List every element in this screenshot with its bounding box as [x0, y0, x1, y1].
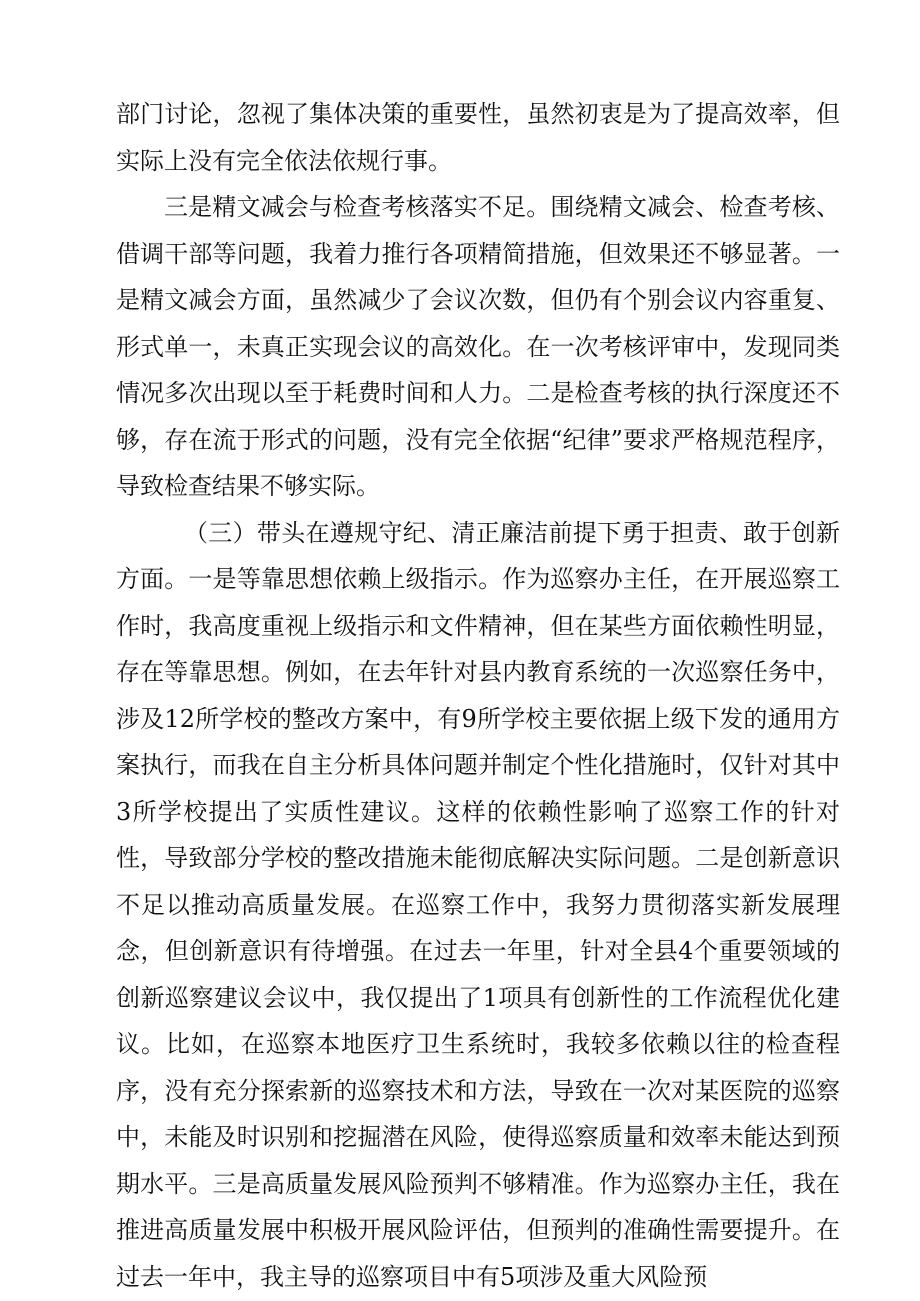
document-body [116, 91, 840, 1300]
paragraph-streamlining-inspection: 三是精文减会与检查考核落实不足。围绕精文减会、检查考核、借调干部等问题，我着力推行各项精简措施，但效果还不够显著。一是精文减会方面，虽然减少了会议次数，但仍有个别会议内容重复、形式单一，未真正实现会议的高效化。在一次考核评审中，发现同类情况多次出现以至于耗费时间和人力。二是检查考核的执行深度还不够，存在流于形式的问题，没有完全依据“纪律”要求严格规范程序，导致检查结果不够实际。 [116, 193, 840, 500]
paragraph-continuation: 部门讨论，忽视了集体决策的重要性，虽然初衷是为了提高效率，但实际上没有完全依法依规行事。 [116, 100, 840, 175]
paragraph-section-three: （三）带头在遵规守纪、清正廉洁前提下勇于担责、敢于创新方面。一是等靠思想依赖上级指示。作为巡察办主任，在开展巡察工作时，我高度重视上级指示和文件精神，但在某些方面依赖性明显，存在等靠思想。例如，在去年针对县内教育系统的一次巡察任务中，涉及12所学校的整改方案中，有9所学校主要依据上级下发的通用方案执行，而我在自主分析具体问题并制定个性化措施时，仅针对其中3所学校提出了实质性建议。这样的依赖性影响了巡察工作的针对性，导致部分学校的整改措施未能彻底解决实际问题。二是创新意识不足以推动高质量发展。在巡察工作中，我努力贯彻落实新发展理念，但创新意识有待增强。在过去一年里，针对全县4个重要领域的创新巡察建议会议中，我仅提出了1项具有创新性的工作流程优化建议。比如，在巡察本地医疗卫生系统时，我较多依赖以往的检查程序，没有充分探索新的巡察技术和方法，导致在一次对某医院的巡察中，未能及时识别和挖掘潜在风险，使得巡察质量和效率未能达到预期水平。三是高质量发展风险预判不够精准。作为巡察办主任，我在推进高质量发展中积极开展风险评估，但预判的准确性需要提升。在过去一年中，我主导的巡察项目中有5项涉及重大风险预 [116, 518, 840, 1291]
